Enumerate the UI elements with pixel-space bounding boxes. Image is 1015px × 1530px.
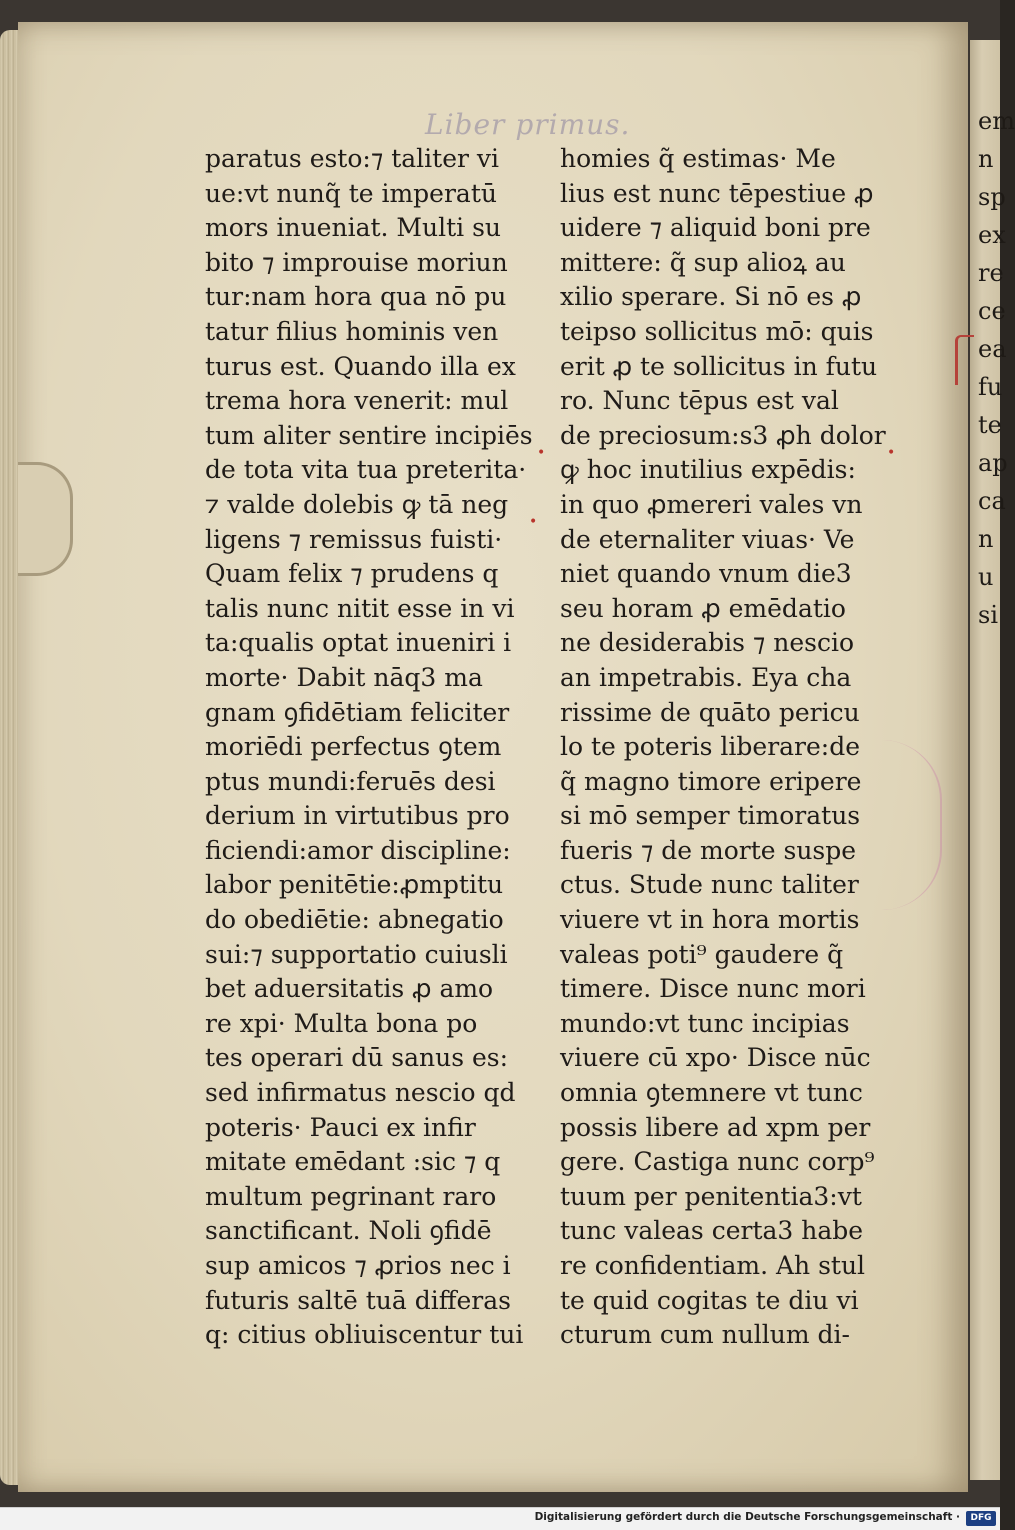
text-line: lius est nunc tēpestiue ꝓ bbox=[560, 178, 874, 208]
facing-page-rubric-mark bbox=[955, 335, 974, 385]
digitization-footer bbox=[0, 1507, 1000, 1530]
text-line: moriēdi perfectus ꝯtem bbox=[205, 732, 502, 762]
facing-page-fragment: em bbox=[978, 107, 1015, 135]
text-line: de tota vita tua preterita· bbox=[205, 455, 527, 485]
text-line: q: citius obliuiscentur tui bbox=[205, 1320, 524, 1350]
text-line: Quam felix ⁊ prudens q bbox=[205, 559, 499, 589]
text-line: q̃ magno timore eripere bbox=[560, 766, 862, 796]
facing-page-fragment: ca bbox=[978, 487, 1006, 515]
rubric-dot: • bbox=[537, 445, 546, 461]
text-line: mundo:vt tunc incipias bbox=[560, 1008, 850, 1038]
text-line: de eternaliter viuas· Ve bbox=[560, 524, 855, 554]
facing-page-fragment: si bbox=[978, 601, 998, 629]
text-line: gnam ꝯfidētiam feliciter bbox=[205, 697, 510, 727]
text-line: tuum per penitentia3:vt bbox=[560, 1181, 862, 1211]
text-line: ne desiderabis ⁊ nescio bbox=[560, 628, 855, 658]
text-line: lo te poteris liberare:de bbox=[560, 732, 861, 762]
text-line: tatur filius hominis ven bbox=[205, 316, 499, 346]
text-line: tum aliter sentire incipiēs bbox=[205, 420, 533, 450]
running-head-showthrough: Liber primus. bbox=[425, 108, 631, 141]
rubric-dot: • bbox=[529, 514, 538, 530]
facing-page-fragment: re bbox=[978, 259, 1004, 287]
facing-page-fragment: ex bbox=[978, 221, 1006, 249]
text-line: de preciosum:s3 ꝓh dolor bbox=[560, 420, 886, 450]
text-line: uidere ⁊ aliquid boni pre bbox=[560, 213, 871, 243]
text-line: timere. Disce nunc mori bbox=[560, 974, 866, 1004]
facing-page-fragment: u bbox=[978, 563, 994, 591]
text-line: trema hora venerit: mul bbox=[205, 386, 509, 416]
text-line: si mō semper timoratus bbox=[560, 801, 861, 831]
right-text-column bbox=[560, 142, 890, 1353]
text-line: sed infirmatus nescio qd bbox=[205, 1078, 516, 1108]
left-text-column bbox=[205, 142, 538, 1353]
facing-page-fragment: te bbox=[978, 411, 1002, 439]
text-line: tes operari dū sanus es: bbox=[205, 1043, 509, 1073]
text-line: an impetrabis. Eya cha bbox=[560, 662, 852, 692]
facing-page-fragment: ce bbox=[978, 297, 1006, 325]
text-line: valeas poti⁹ gaudere q̃ bbox=[560, 939, 844, 969]
text-line: teipso sollicitus mō: quis bbox=[560, 316, 874, 346]
text-line: ue:vt nunq̃ te imperatū bbox=[205, 178, 497, 208]
facing-page-fragment: n bbox=[978, 525, 994, 553]
text-line: xilio sperare. Si nō es ꝓ bbox=[560, 282, 862, 312]
text-line: viuere vt in hora mortis bbox=[560, 905, 860, 935]
text-line: ficiendi:amor discipline: bbox=[205, 835, 511, 865]
facing-page-fragment: sp bbox=[978, 183, 1006, 211]
text-line: mittere: q̃ sup alioꝝ au bbox=[560, 247, 846, 277]
text-line: ꝙ hoc inutilius expēdis: bbox=[560, 455, 856, 485]
text-line: ptus mundi:feruēs desi bbox=[205, 766, 496, 796]
dfg-logo: DFG bbox=[966, 1511, 996, 1526]
text-line: bito ⁊ improuise moriun bbox=[205, 247, 508, 277]
facing-page-fragment: fu bbox=[978, 373, 1003, 401]
text-line: mors inueniat. Multi su bbox=[205, 213, 502, 243]
text-line: ⁊ valde dolebis ꝙ tā neg bbox=[205, 489, 509, 519]
text-line: sup amicos ⁊ ꝓrios nec i bbox=[205, 1251, 511, 1280]
text-line: re xpi· Multa bona po bbox=[205, 1008, 478, 1038]
text-line: ta:qualis optat inueniri i bbox=[205, 628, 512, 658]
text-line: mitate emēdant :sic ⁊ q bbox=[205, 1147, 501, 1177]
text-line: niet quando vnum die3 bbox=[560, 559, 852, 589]
rubric-dot: • bbox=[887, 445, 896, 461]
text-line: paratus esto:⁊ taliter vi bbox=[205, 144, 500, 173]
text-line: cturum cum nullum di- bbox=[560, 1320, 851, 1350]
text-line: tunc valeas certa3 habe bbox=[560, 1216, 864, 1246]
text-line: derium in virtutibus pro bbox=[205, 801, 510, 831]
text-line: tur:nam hora qua nō pu bbox=[205, 282, 507, 312]
text-line: ctus. Stude nunc taliter bbox=[560, 870, 859, 900]
text-line: possis libere ad xpm per bbox=[560, 1112, 871, 1142]
text-line: futuris saltē tuā differas bbox=[205, 1285, 511, 1315]
text-line: gere. Castiga nunc corp⁹ bbox=[560, 1147, 875, 1177]
text-line: erit ꝓ te sollicitus in futu bbox=[560, 351, 878, 381]
text-line: turus est. Quando illa ex bbox=[205, 351, 516, 381]
text-line: sui:⁊ supportatio cuiusli bbox=[205, 939, 508, 969]
text-line: multum pegrinant raro bbox=[205, 1181, 497, 1211]
text-line: sanctificant. Noli ꝯfidē bbox=[205, 1216, 492, 1246]
facing-page-fragment: ap bbox=[978, 449, 1008, 477]
text-line: te quid cogitas te diu vi bbox=[560, 1285, 859, 1315]
text-line: homies q̃ estimas· Me bbox=[560, 144, 836, 173]
facing-page-fragment: ea bbox=[978, 335, 1007, 363]
facing-page-edge bbox=[970, 40, 1015, 1480]
text-line: rissime de quāto pericu bbox=[560, 697, 860, 727]
funding-note: Digitalisierung gefördert durch die Deutsche Forschungsgemeinschaft · bbox=[534, 1511, 960, 1523]
facing-page-fragment: n bbox=[978, 145, 994, 173]
text-line: ro. Nunc tēpus est val bbox=[560, 386, 839, 416]
text-line: labor penitētie:ꝓmptitu bbox=[205, 870, 504, 900]
text-line: fueris ⁊ de morte suspe bbox=[560, 835, 857, 865]
book-clasp bbox=[18, 462, 73, 576]
text-line: morte· Dabit nāq3 ma bbox=[205, 662, 483, 692]
text-line: bet aduersitatis ꝓ amo bbox=[205, 974, 494, 1004]
text-line: omnia ꝯtemnere vt tunc bbox=[560, 1078, 863, 1108]
text-line: talis nunc nitit esse in vi bbox=[205, 593, 515, 623]
text-line: re confidentiam. Ah stul bbox=[560, 1251, 866, 1280]
text-line: poteris· Pauci ex infir bbox=[205, 1112, 476, 1142]
text-line: seu horam ꝓ emēdatio bbox=[560, 593, 846, 623]
text-line: ligens ⁊ remissus fuisti· bbox=[205, 524, 503, 554]
text-line: in quo ꝓmereri vales vn bbox=[560, 489, 863, 519]
text-line: do obediētie: abnegatio bbox=[205, 905, 504, 935]
text-line: viuere cū xpo· Disce nūc bbox=[560, 1043, 871, 1073]
